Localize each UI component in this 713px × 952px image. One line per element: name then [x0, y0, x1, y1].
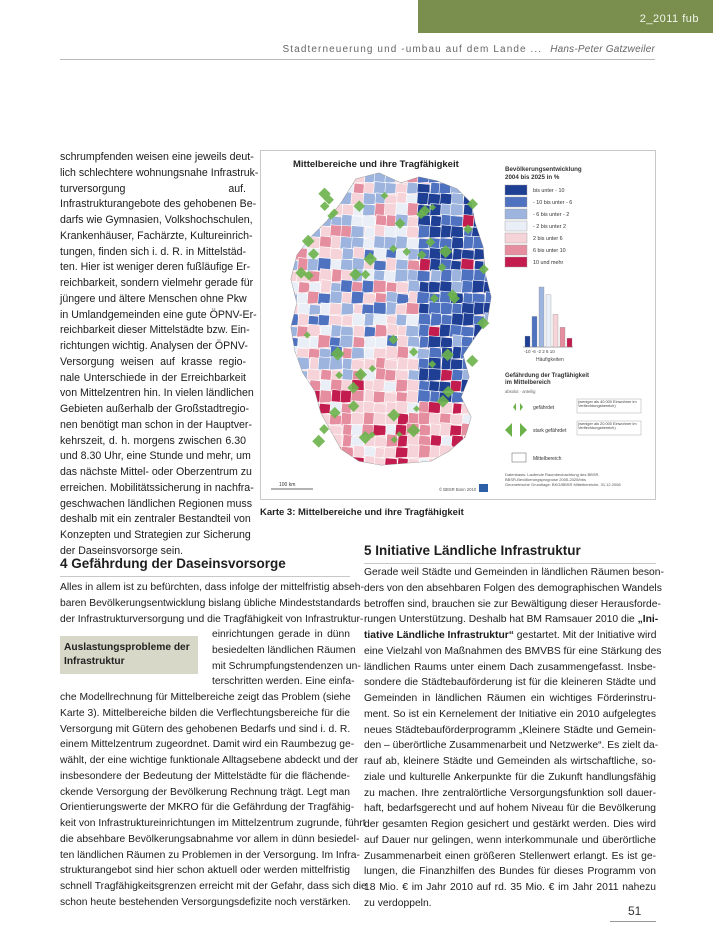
text-line: und 8.30 Uhr, eine Stunde und mehr, um — [60, 450, 251, 463]
text-line: lungen, die Finanzhilfen des Bundes für dieses Programm von — [364, 866, 656, 878]
region-cell — [406, 238, 419, 249]
sidebar-box — [60, 636, 198, 674]
histogram-bar — [553, 314, 558, 347]
left-column-text — [60, 150, 259, 560]
region-cell — [375, 324, 388, 337]
map-figure — [260, 150, 656, 500]
region-cell — [407, 379, 420, 392]
text-line: baren Bevölkerungsentwicklung bislang übliche Mindeststandards — [60, 597, 361, 609]
page-number: 51 — [628, 904, 642, 918]
section-4-intro — [60, 580, 364, 627]
legend-title-2: 2004 bis 2025 in % — [505, 174, 560, 181]
risk-endangered-label: gefährdet — [533, 405, 555, 411]
risk-sub: absolut · anteilig — [505, 389, 536, 394]
source-line-2: BBSR-Bevölkerungsprognose 2005-2025/bbs — [505, 477, 586, 482]
text-line: darfs wie Gymnasien, Volkshochschulen, — [60, 214, 253, 226]
histogram-bar — [546, 295, 551, 347]
text-line: insbesondere der Bedeutung der Mittelstädte für die flächende- — [60, 770, 350, 782]
region-cell — [351, 412, 364, 425]
text-line: mit Schrumpfungstendenzen un- — [212, 660, 361, 672]
region-cell — [351, 226, 364, 238]
region-cell — [384, 447, 397, 458]
region-cell — [396, 282, 409, 293]
histogram-axis: Häufigkeiten — [536, 357, 564, 363]
page-number-rule — [610, 921, 656, 922]
region-cell — [318, 335, 331, 348]
text-line: Gebieten außerhalb der Großstadtregio- — [60, 403, 250, 415]
region-cell — [373, 313, 386, 326]
region-cell — [373, 302, 386, 315]
region-cell — [406, 302, 419, 315]
header-rule — [60, 59, 655, 60]
text-line: ten ländlichen Räumen zu Problemen in der Versorgung. Im Infra- — [60, 849, 360, 861]
risk-strong-label: stark gefährdet — [533, 428, 567, 434]
region-cell — [384, 203, 397, 216]
region-cell — [362, 215, 375, 227]
legend-label: 6 bis unter 10 — [533, 248, 566, 254]
text-line: jüngere und ältere Menschen ohne Pkw — [60, 292, 247, 305]
sidebar-box-line-1: Auslastungsprobleme der — [64, 642, 190, 653]
legend-swatch — [505, 245, 527, 255]
text-line: ders von den absehbaren Folgen des demographischen Wandels — [364, 582, 662, 594]
running-header — [240, 44, 655, 55]
region-cell — [340, 259, 353, 271]
text-line: nen benötigt man schon in der Hauptver- — [60, 418, 252, 431]
region-cell — [406, 325, 419, 337]
region-cell — [373, 413, 386, 425]
text-line: Alles in allem ist zu befürchten, dass infolge der mittelfristig abseh- — [60, 582, 364, 593]
text-line: in Umlandgemeinden eine gute ÖPNV-Er- — [60, 308, 257, 321]
region-cell — [297, 337, 310, 348]
region-cell — [340, 335, 353, 348]
text-line: Versorgung weisen auf krasse regio- — [60, 355, 246, 368]
histogram-ticks: -10 -6 -2 2 6 10 — [524, 349, 555, 354]
risk-title-1: Gefährdung der Tragfähigkeit — [505, 373, 590, 379]
risk-endangered-note: (weniger als 40.000 Einwohner im Verflechtungsbereich) — [578, 399, 637, 409]
region-cell — [384, 381, 397, 392]
text-line: rauf ab, kleinere Städte und Gemeinden als wirtschaftliche, so- — [364, 756, 656, 767]
legend-swatch — [505, 257, 527, 267]
text-line: auf Dauer nur gelingen, wenn interkommunale und überörtliche — [364, 834, 656, 846]
text-line: Gerade weil Städte und Gemeinden in ländlichen Räumen beson- — [364, 567, 664, 578]
region-cell — [395, 269, 408, 282]
text-line: schnell Tragfähigkeitsgrenzen erreicht mit der Gefahr, dass sich die — [60, 881, 367, 892]
legend-swatch — [505, 197, 527, 207]
region-cell — [363, 193, 376, 205]
section-5-body — [364, 565, 664, 912]
risk-endangered-note-fo — [578, 400, 641, 413]
text-line: deshalb mit ein zentraler Bestandteil von — [60, 513, 251, 526]
region-cell — [329, 315, 342, 326]
region-cell — [428, 368, 441, 381]
mittelbereich-label: Mittelbereich — [533, 456, 562, 462]
text-line: Gemeinden in ländlichen Räumen ein wichtiges Förderinstru- — [364, 693, 656, 704]
region-cell — [428, 281, 441, 293]
author-name: Hans-Peter Gatzweiler — [550, 44, 655, 55]
source-line-3: Geometrische Grundlage: BKG/BBSR Mittelbereiche, 31.12.2008 — [505, 482, 621, 487]
text-line: den – überörtliche Zusammenarbeit und Netzwerke“. Es zielt da- — [364, 740, 659, 752]
region-cell — [375, 337, 388, 348]
region-cell — [351, 359, 364, 370]
region-cell — [450, 204, 463, 216]
text-line: einem Mittelzentrum zugeordnet. Damit wird ein Raumbezug ge- — [60, 739, 355, 751]
region-cell — [450, 216, 463, 227]
region-cell — [318, 357, 331, 370]
text-line: tiative Ländliche Infrastruktur“ gestartet. Mit der Initiative wird — [364, 630, 657, 641]
region-cell — [329, 303, 342, 315]
text-line: Orientierungswerte der MKRO für die Gefährdung der Tragfähig- — [60, 802, 355, 814]
region-cell — [374, 436, 387, 447]
legend-label: - 2 bis unter 2 — [533, 224, 566, 230]
section-4-indented — [212, 627, 361, 690]
region-cell — [428, 336, 441, 348]
text-line: nale Unterschiede in der Erreichbarkeit — [60, 371, 246, 384]
text-line: betroffen sind, brauchen sie zur Bewältigung dieser Herausforde- — [364, 598, 661, 610]
region-cell — [307, 369, 320, 381]
region-cell — [330, 291, 343, 304]
text-line: reichbarkeit dieser Mittelstädte bzw. Ein- — [60, 324, 250, 337]
region-cell — [440, 337, 453, 348]
text-line: che Modellrechnung für Mittelbereiche zeigt das Problem (siehe — [60, 692, 351, 703]
text-line: besiedelten ländlichen Räumen — [212, 644, 356, 656]
region-cell — [406, 226, 419, 238]
text-line: ment. So ist ein Kernelement der Initiative ein 2010 aufgelegtes — [364, 708, 656, 720]
text-line: der Infrastrukturversorgung und die Tragfähigkeit von Infrastruktur- — [60, 613, 364, 625]
histogram-bar — [525, 336, 530, 347]
text-line: Konzepten und Strategien zur Sicherung — [60, 529, 251, 541]
region-cell — [451, 313, 464, 326]
text-line: Karte 3). Mittelbereiche bilden die Verflechtungsbereiche für die — [60, 707, 350, 719]
risk-title-2: im Mittelbereich — [505, 380, 551, 386]
region-cell — [351, 291, 364, 304]
text-line: Zusammenarbeit einen größeren Stellenwert erlangt. Es ist ge- — [364, 850, 656, 862]
region-cell — [318, 293, 331, 304]
legend-label: - 10 bis unter - 6 — [533, 200, 573, 206]
map-svg — [261, 151, 655, 499]
mittelbereich-swatch — [512, 453, 526, 462]
section-4-body — [60, 690, 367, 911]
region-cell — [384, 359, 397, 370]
legend-title-1: Bevölkerungsentwicklung — [505, 166, 582, 173]
text-line: tungen, finden sich i. d. R. in Mittelstäd- — [60, 245, 246, 258]
region-cell — [340, 236, 353, 249]
text-line: 18 Mio. € im Jahr 2010 auf rd. 35 Mio. € im Jahr 2011 nahezu — [364, 882, 656, 893]
text-line: ten. Hier ist weniger deren fußläufige Er- — [60, 261, 251, 274]
text-line: der gesamten Region gesichert und gestärkt werden. Dies wird — [364, 819, 656, 830]
bbsr-logo — [479, 484, 488, 492]
running-title: Stadterneuerung und -umbau auf dem Lande ... — [282, 44, 543, 55]
legend-swatch — [505, 233, 527, 243]
region-cell — [330, 248, 343, 260]
text-line: ckende Versorgung der Bevölkerung Rechnung trägt. Legt man — [60, 786, 350, 798]
section-4-heading: 4 Gefährdung der Daseinsvorsorge — [60, 556, 286, 571]
figure-caption: Karte 3: Mittelbereiche und ihre Tragfähigkeit — [260, 507, 464, 518]
text-line: ziale und kulturelle Ankerpunkte für die Zukunft handlungsfähig — [364, 771, 656, 783]
region-cell — [429, 226, 442, 238]
region-cell — [351, 347, 364, 359]
text-line: geschwachen ländlichen Regionen muss — [60, 497, 252, 510]
section-5-heading: 5 Initiative Ländliche Infrastruktur — [364, 543, 581, 558]
text-line: richtungen wichtig. Analysen der ÖPNV- — [60, 340, 248, 352]
section-5-rule — [364, 563, 656, 564]
region-cell — [406, 314, 419, 326]
region-cell — [417, 292, 430, 304]
text-line: wählt, der eine wichtige funktionale Alltagsebene abdeckt und der — [60, 755, 359, 766]
histogram-bar — [532, 316, 537, 347]
legend-label: 2 bis unter 6 — [533, 236, 563, 242]
sidebar-box-line-2: Infrastruktur — [64, 656, 125, 667]
text-line: sondere die Städtebauförderung ist für die kleineren Städte und — [364, 677, 656, 689]
region-cell — [417, 270, 430, 282]
text-line: schon heute bestehenden Versorgungsdefizite noch verstärken. — [60, 896, 351, 908]
text-line: zu machen. Ihre zentralörtliche Versorgungsfunktion soll dauer- — [364, 787, 656, 799]
region-cell — [450, 359, 463, 370]
text-line: reichbarkeit, sondern vielmehr gerade für — [60, 277, 254, 289]
text-line: zu verdoppeln. — [364, 897, 432, 909]
region-cell — [440, 193, 453, 205]
text-line: rungen Unterstützung. Deshalb hat BM Ramsauer 2010 die „Ini- — [364, 614, 659, 626]
region-cell — [352, 313, 365, 326]
header-issue-box — [418, 0, 713, 33]
region-cell — [461, 269, 474, 282]
issue-label: 2_2011 fub — [639, 13, 699, 25]
text-line: kehrszeit, d. h. morgens zwischen 6.30 — [60, 434, 246, 447]
region-cell — [341, 303, 354, 315]
region-cell — [384, 392, 397, 403]
legend-label: bis unter - 10 — [533, 188, 565, 194]
risk-strong-note: (weniger als 20.000 Einwohner im Verflechtungsbereich) — [578, 421, 637, 431]
text-line: eine Vielzahl von Maßnahmen des BMVBS für eine Stärkung des — [364, 645, 662, 657]
text-line: lich schlechtere wohnungsnahe Infrastruk- — [60, 166, 259, 179]
region-cell — [395, 401, 408, 414]
region-cell — [417, 348, 430, 359]
legend-swatch — [505, 185, 527, 195]
text-line: die absehbare Bevölkerungsabnahme vor allem in dünn besiedel- — [60, 833, 360, 845]
region-cell — [450, 226, 463, 238]
text-line: von Mittelzentren hin. In vielen ländlichen — [60, 387, 254, 400]
region-cell — [373, 280, 386, 293]
text-line: erreichen. Mobilitätssicherung in nachfra- — [60, 481, 254, 494]
text-line: Infrastrukturangebote des gehobenen Be- — [60, 198, 257, 211]
legend-label: - 6 bis unter - 2 — [533, 212, 570, 218]
text-line: Krankenhäuser, Fachärzte, Kultureinrich- — [60, 229, 253, 242]
region-cell — [384, 226, 397, 238]
region-cell — [373, 260, 386, 271]
text-line: neues Städtebauförderprogramm „Kleinere Städte und Gemein- — [364, 724, 656, 736]
legend-swatch — [505, 209, 527, 219]
text-line: haft, bedarfsgerecht und auf hohem Niveau für die Bevölkerung — [364, 803, 656, 815]
copyright: © BBSR Bonn 2010 — [439, 487, 477, 492]
histogram-bar — [539, 287, 544, 347]
legend-label: 10 und mehr — [533, 260, 564, 266]
region-cell — [395, 447, 408, 458]
histogram-bar — [560, 327, 565, 347]
scale-label: 100 km — [279, 482, 296, 488]
region-cell — [319, 390, 332, 403]
text-line: strukturangebot sind hier schon aktuell oder werden mittelfristig — [60, 865, 350, 877]
region-cell — [472, 280, 485, 293]
text-line: keit von Infrastruktureinrichtungen im Mittelzentrum zugrunde, führt — [60, 818, 366, 829]
region-cell — [428, 193, 441, 205]
map-title: Mittelbereiche und ihre Tragfähigkeit — [293, 159, 459, 170]
text-line: turversorgung auf. — [60, 182, 246, 195]
legend-swatch — [505, 221, 527, 231]
region-cell — [451, 237, 464, 249]
region-cell — [353, 337, 366, 348]
text-line: Versorgung mit Gütern des gehobenen Bedarfs und sind i. d. R. — [60, 723, 351, 735]
risk-strong-note-fo — [578, 422, 641, 435]
histogram-bar — [567, 338, 572, 347]
region-cell — [440, 302, 453, 315]
text-line: terschritten werden. Eine einfa- — [212, 676, 355, 688]
text-line: ländlichen Raums unter einem Dach zusammengefasst. Insbe- — [364, 661, 656, 673]
section-4-rule — [60, 576, 350, 577]
text-line: schrumpfenden weisen eine jeweils deut- — [60, 151, 254, 163]
text-line: der Daseinsvorsorge sein. — [60, 544, 184, 557]
text-line: das nächste Mittel- oder Oberzentrum zu — [60, 466, 252, 478]
text-line: einrichtungen gerade in dünn — [212, 629, 350, 640]
source-line-1: Datenbasis: Laufende Raumbeobachtung des BBSR, — [505, 472, 600, 477]
region-cell — [451, 193, 464, 205]
